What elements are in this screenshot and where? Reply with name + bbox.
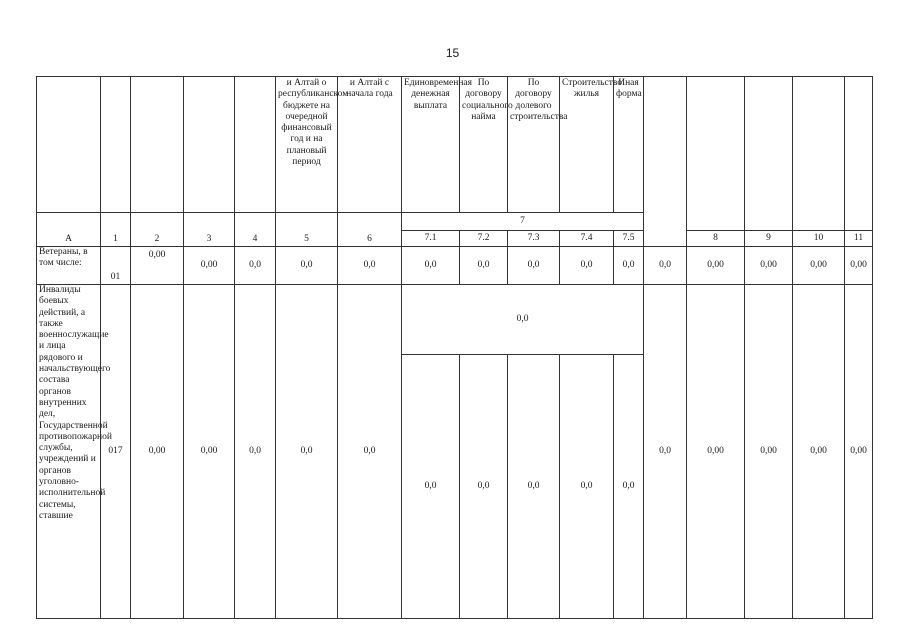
header-cell-6: и Алтай с начала года <box>338 77 402 213</box>
cell-9: 0,00 <box>687 285 745 619</box>
num-3: 3 <box>184 213 235 247</box>
header-cell-7-1: Единовременная денежная выплата <box>402 77 460 213</box>
cell-4: 0,0 <box>235 285 276 619</box>
header-cell-5: и Алтай о республиканском бюджете на очередной финансовый год и на плановый период <box>276 77 338 213</box>
header-cell-4 <box>235 77 276 213</box>
num-10: 10 <box>793 231 845 247</box>
cell-10: 0,00 <box>745 285 793 619</box>
cell-7-2: 0,0 <box>460 355 508 619</box>
cell-2: 0,00 <box>131 285 184 619</box>
cell-3: 0,00 <box>184 247 235 285</box>
num-7-2: 7.2 <box>460 231 508 247</box>
row-code: 01 <box>101 247 131 285</box>
num-6: 6 <box>338 213 402 247</box>
page-number: 15 <box>445 46 460 60</box>
cell-8: 0,0 <box>644 247 687 285</box>
cell-12: 0,00 <box>845 285 873 619</box>
num-7-5: 7.5 <box>614 231 644 247</box>
cell-8: 0,0 <box>644 285 687 619</box>
cell-11: 0,00 <box>793 285 845 619</box>
row-label: Ветераны, в том числе: <box>37 247 101 285</box>
cell-2: 0,00 <box>131 247 184 285</box>
num-11: 11 <box>845 231 873 247</box>
num-5: 5 <box>276 213 338 247</box>
cell-6: 0,0 <box>338 247 402 285</box>
cell-10: 0,00 <box>745 247 793 285</box>
header-cell-a <box>37 77 101 213</box>
cell-7-2: 0,0 <box>460 247 508 285</box>
header-cell-7-4: Строительство жилья <box>560 77 614 213</box>
cell-11: 0,00 <box>793 247 845 285</box>
cell-7-3: 0,0 <box>508 355 560 619</box>
header-cell-10 <box>745 77 793 231</box>
header-cell-12 <box>845 77 873 231</box>
header-cell-8 <box>644 77 687 247</box>
num-1: 1 <box>101 213 131 247</box>
header-cell-3 <box>184 77 235 213</box>
num-7: 7 <box>402 213 644 231</box>
row-code: 017 <box>101 285 131 619</box>
header-cell-2 <box>131 77 184 213</box>
num-4: 4 <box>235 213 276 247</box>
header-row <box>37 77 873 213</box>
cell-7-5: 0,0 <box>614 247 644 285</box>
cell-5: 0,0 <box>276 247 338 285</box>
cell-7-1: 0,0 <box>402 247 460 285</box>
cell-7-1: 0,0 <box>402 355 460 619</box>
cell-7-total: 0,0 <box>402 285 644 355</box>
header-cell-11 <box>793 77 845 231</box>
num-8: 8 <box>687 231 745 247</box>
header-cell-9 <box>687 77 745 231</box>
cell-3: 0,00 <box>184 285 235 619</box>
cell-6: 0,0 <box>338 285 402 619</box>
table-row <box>37 247 873 285</box>
cell-7-4: 0,0 <box>560 355 614 619</box>
header-cell-7-2: По договору социального найма <box>460 77 508 213</box>
header-cell-7-5: Иная форма <box>614 77 644 213</box>
num-9: 9 <box>745 231 793 247</box>
num-2: 2 <box>131 213 184 247</box>
cell-9: 0,00 <box>687 247 745 285</box>
header-cell-1 <box>101 77 131 213</box>
num-a: А <box>37 213 101 247</box>
cell-7-4: 0,0 <box>560 247 614 285</box>
num-7-1: 7.1 <box>402 231 460 247</box>
num-7-3: 7.3 <box>508 231 560 247</box>
cell-5: 0,0 <box>276 285 338 619</box>
data-table <box>36 76 873 619</box>
cell-7-3: 0,0 <box>508 247 560 285</box>
num-7-4: 7.4 <box>560 231 614 247</box>
cell-4: 0,0 <box>235 247 276 285</box>
table-row <box>37 285 873 355</box>
header-cell-7-3: По договору долевого строительства <box>508 77 560 213</box>
row-label: Инвалиды боевых действий, а также военнослужащие и лица рядового и начальствующего состава органов внутренних дел, Государственной противопожарной службы, учреждений и органов уголовно-исполнительной системы, ставшие <box>37 285 101 619</box>
cell-12: 0,00 <box>845 247 873 285</box>
cell-7-5: 0,0 <box>614 355 644 619</box>
